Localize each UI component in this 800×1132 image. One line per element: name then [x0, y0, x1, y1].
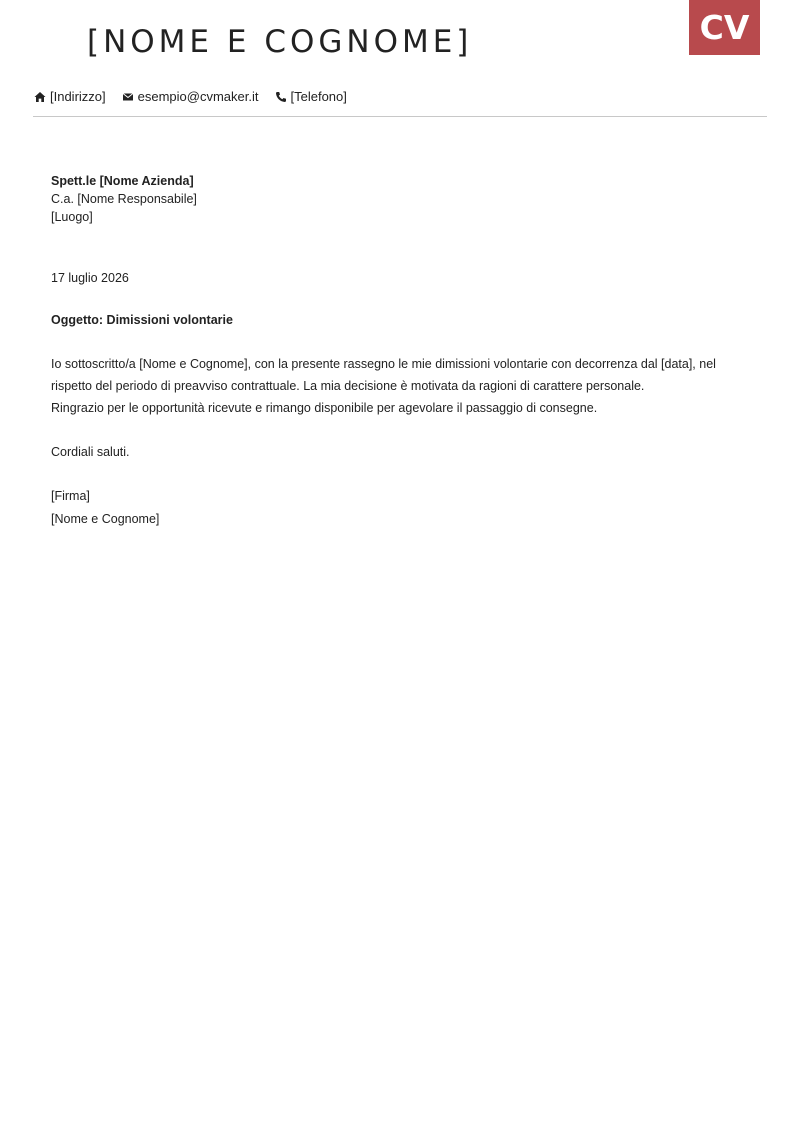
contact-email	[122, 89, 259, 104]
applicant-name-heading: [NOME E COGNOME]	[87, 24, 473, 60]
phone-text: [Telefono]	[290, 89, 347, 104]
phone-icon	[275, 91, 287, 103]
contact-bar	[34, 89, 363, 104]
envelope-icon	[122, 91, 134, 103]
letter-date: 17 luglio 2026	[51, 271, 129, 285]
recipient-company: Spett.le [Nome Azienda]	[51, 174, 194, 188]
signature-firma: [Firma]	[51, 489, 90, 503]
body-paragraph: Ringrazio per le opportunità ricevute e rimango disponibile per agevolare il passaggio di consegne.	[51, 401, 598, 415]
recipient-place: [Luogo]	[51, 210, 93, 224]
body-paragraph: Io sottoscritto/a [Nome e Cognome], con la presente rassegno le mie dimissioni volontarie con decorrenza dal [data], nel rispetto del periodo di preavviso contrattuale. La mia decisione è motivata da ragioni di carattere personale.	[51, 357, 716, 393]
address-text: [Indirizzo]	[50, 89, 106, 104]
letter-closing: Cordiali saluti.	[51, 445, 130, 459]
recipient-block	[51, 172, 721, 226]
recipient-attention: C.a. [Nome Responsabile]	[51, 192, 197, 206]
home-icon	[34, 91, 46, 103]
email-link[interactable]: esempio@cvmaker.it	[137, 89, 259, 104]
cv-logo: CV	[689, 0, 760, 55]
signature-name: [Nome e Cognome]	[51, 512, 160, 526]
contact-phone	[275, 89, 347, 104]
contact-address	[34, 89, 106, 104]
letter-subject: Oggetto: Dimissioni volontarie	[51, 313, 233, 327]
header-divider	[33, 116, 767, 117]
letter-content	[51, 353, 721, 419]
letter-body	[51, 172, 721, 531]
signature-block	[51, 485, 721, 531]
